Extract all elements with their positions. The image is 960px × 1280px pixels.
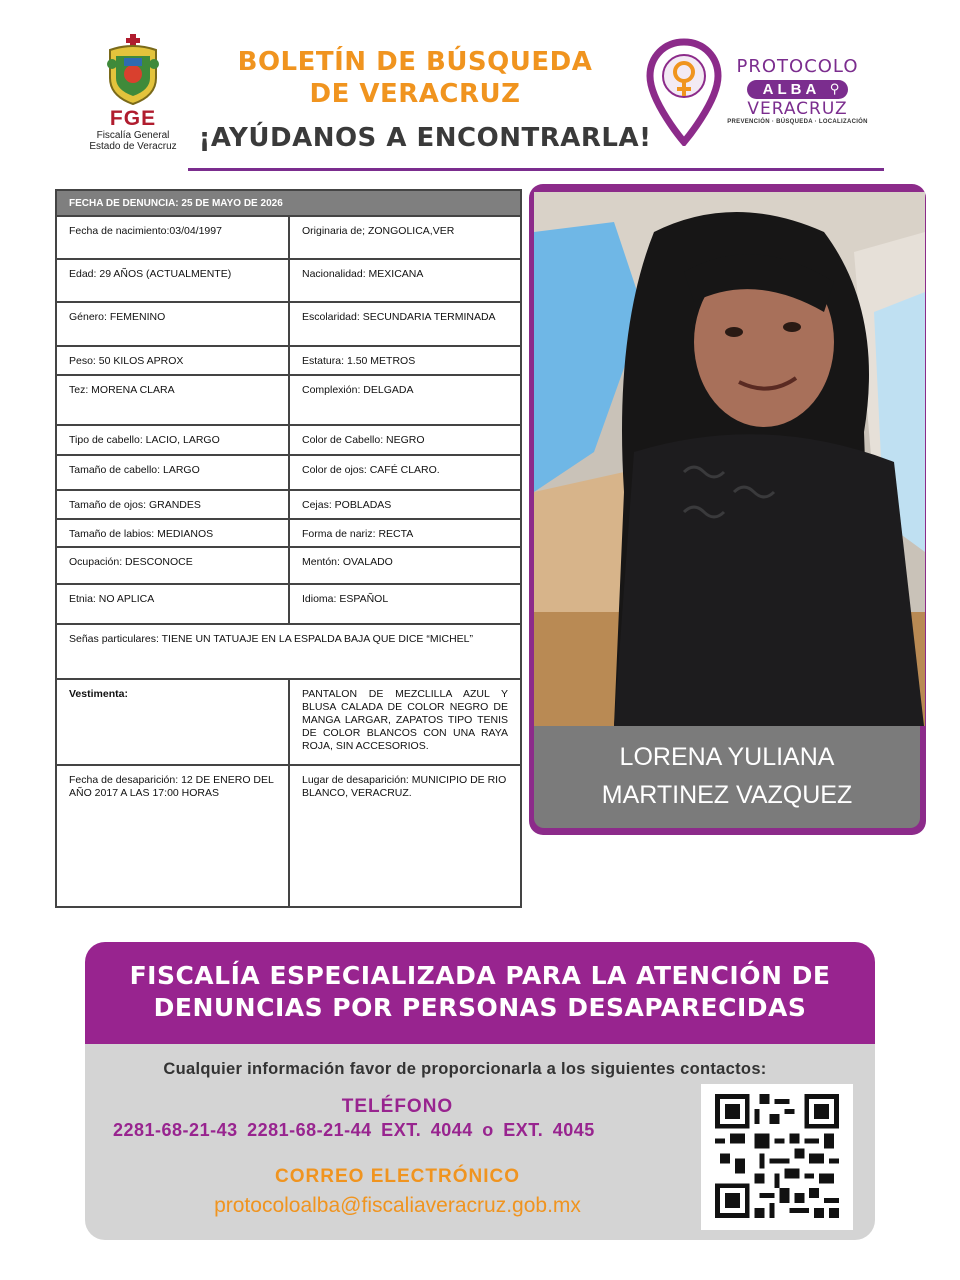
skin-tone-cell: Tez: MORENA CLARA: [57, 376, 290, 424]
gender-cell: Género: FEMENINO: [57, 303, 290, 345]
fge-logo: [78, 34, 188, 158]
nationality-cell: Nacionalidad: MEXICANA: [302, 268, 424, 280]
fge-name-line-2: Estado de Veracruz: [89, 141, 177, 152]
table-row: [57, 456, 520, 491]
report-table: [55, 189, 522, 908]
build-cell: Complexión: DELGADA: [302, 384, 414, 396]
bulletin-title-line-2: DE VERACRUZ: [309, 79, 521, 109]
table-row: [57, 680, 520, 766]
birth-date-cell: Fecha de nacimiento:03/04/1997: [57, 217, 290, 258]
distinguishing-marks-cell: Señas particulares: TIENE UN TATUAJE EN LA ESPALDA BAJA QUE DICE “MICHEL”: [69, 633, 473, 645]
bulletin-subtitle: ¡AYÚDANOS A ENCONTRARLA!: [198, 123, 652, 153]
table-row: [57, 491, 520, 520]
email-label: CORREO ELECTRÓNICO: [275, 1166, 520, 1187]
ethnicity-cell: Etnia: NO APLICA: [57, 585, 290, 623]
name-line-2: MARTINEZ VAZQUEZ: [601, 781, 853, 809]
eye-size-cell: Tamaño de ojos: GRANDES: [57, 491, 290, 518]
search-icon: ⚲: [829, 81, 840, 96]
age-cell: Edad: 29 AÑOS (ACTUALMENTE): [57, 260, 290, 301]
origin-cell: Originaria de; ZONGOLICA,VER: [302, 225, 455, 237]
table-row: [57, 376, 520, 426]
table-row: [57, 548, 520, 585]
phone-label: TELÉFONO: [341, 1096, 454, 1117]
table-row: [57, 347, 520, 376]
fiscalia-line-2: DENUNCIAS POR PERSONAS DESAPARECIDAS: [153, 993, 807, 1022]
name-line-1: LORENA YULIANA: [619, 743, 835, 771]
table-row: [57, 303, 520, 347]
alba-badge: [747, 80, 849, 99]
bulletin-title-line-1: BOLETÍN DE BÚSQUEDA: [237, 47, 593, 77]
missing-person-name: [534, 726, 920, 828]
alba-tagline: PREVENCIÓN · BÚSQUEDA · LOCALIZACIÓN: [727, 119, 868, 125]
fiscalia-banner: [85, 942, 875, 1044]
fge-shield-icon: [102, 34, 164, 106]
clothing-label: [57, 680, 290, 764]
clothing-label-text: Vestimenta:: [69, 688, 128, 700]
qr-code-icon: [715, 1094, 839, 1218]
header-divider: [188, 168, 884, 171]
qr-code[interactable]: [701, 1084, 853, 1230]
report-date-header: FECHA DE DENUNCIA: 25 DE MAYO DE 2026: [57, 191, 520, 217]
eye-color-cell: Color de ojos: CAFÉ CLARO.: [302, 464, 440, 476]
contact-intro: Cualquier información favor de proporcionarla a los siguientes contactos:: [163, 1060, 767, 1078]
weight-cell: Peso: 50 KILOS APROX: [57, 347, 290, 374]
hair-type-cell: Tipo de cabello: LACIO, LARGO: [57, 426, 290, 454]
bulletin-title: [210, 46, 620, 110]
hair-color-cell: Color de Cabello: NEGRO: [302, 434, 425, 446]
education-cell: Escolaridad: SECUNDARIA TERMINADA: [302, 311, 496, 323]
table-row: [57, 260, 520, 303]
table-row: [57, 217, 520, 260]
photo-card: [529, 184, 926, 835]
fiscalia-line-1: FISCALÍA ESPECIALIZADA PARA LA ATENCIÓN DE: [129, 961, 831, 990]
lip-size-cell: Tamaño de labios: MEDIANOS: [57, 520, 290, 546]
table-row: [57, 766, 520, 906]
phone-numbers[interactable]: 2281-68-21-43 2281-68-21-44 EXT. 4044 o EXT. 4045: [113, 1120, 595, 1140]
table-row: [57, 585, 520, 625]
chin-cell: Mentón: OVALADO: [302, 556, 393, 568]
occupation-cell: Ocupación: DESCONOCE: [57, 548, 290, 583]
language-cell: Idioma: ESPAÑOL: [302, 593, 389, 605]
protocolo-alba-logo: [645, 38, 875, 148]
location-pin-female-icon: [645, 38, 723, 146]
contact-panel: [85, 1044, 875, 1240]
table-row: [57, 625, 520, 680]
table-row: [57, 520, 520, 548]
alba-protocolo-text: PROTOCOLO: [736, 56, 859, 77]
fge-name-line-1: Fiscalía General: [96, 130, 170, 141]
missing-person-photo: [534, 192, 925, 726]
disappearance-date-cell: Fecha de desaparición: 12 DE ENERO DEL AÑO 2017 A LAS 17:00 HORAS: [57, 766, 290, 906]
hair-length-cell: Tamaño de cabello: LARGO: [57, 456, 290, 489]
alba-badge-text: ALBA: [762, 81, 821, 98]
email-link[interactable]: protocoloalba@fiscaliaveracruz.gob.mx: [214, 1194, 581, 1217]
disappearance-place-cell: Lugar de desaparición: MUNICIPIO DE RIO BLANCO, VERACRUZ.: [302, 774, 507, 799]
nose-shape-cell: Forma de nariz: RECTA: [302, 528, 414, 540]
height-cell: Estatura: 1.50 METROS: [302, 355, 416, 367]
table-row: [57, 426, 520, 456]
fge-abbreviation: FGE: [109, 107, 157, 130]
clothing-description: PANTALON DE MEZCLILLA AZUL Y BLUSA CALADA DE COLOR NEGRO DE MANGA LARGAR, ZAPATOS TIPO TENIS DE COLOR BLANCOS CON UNA RAYA ROJA, SIN ACCESORIOS.: [302, 688, 508, 752]
alba-veracruz-text: VERACRUZ: [747, 99, 848, 119]
eyebrows-cell: Cejas: POBLADAS: [302, 499, 392, 511]
